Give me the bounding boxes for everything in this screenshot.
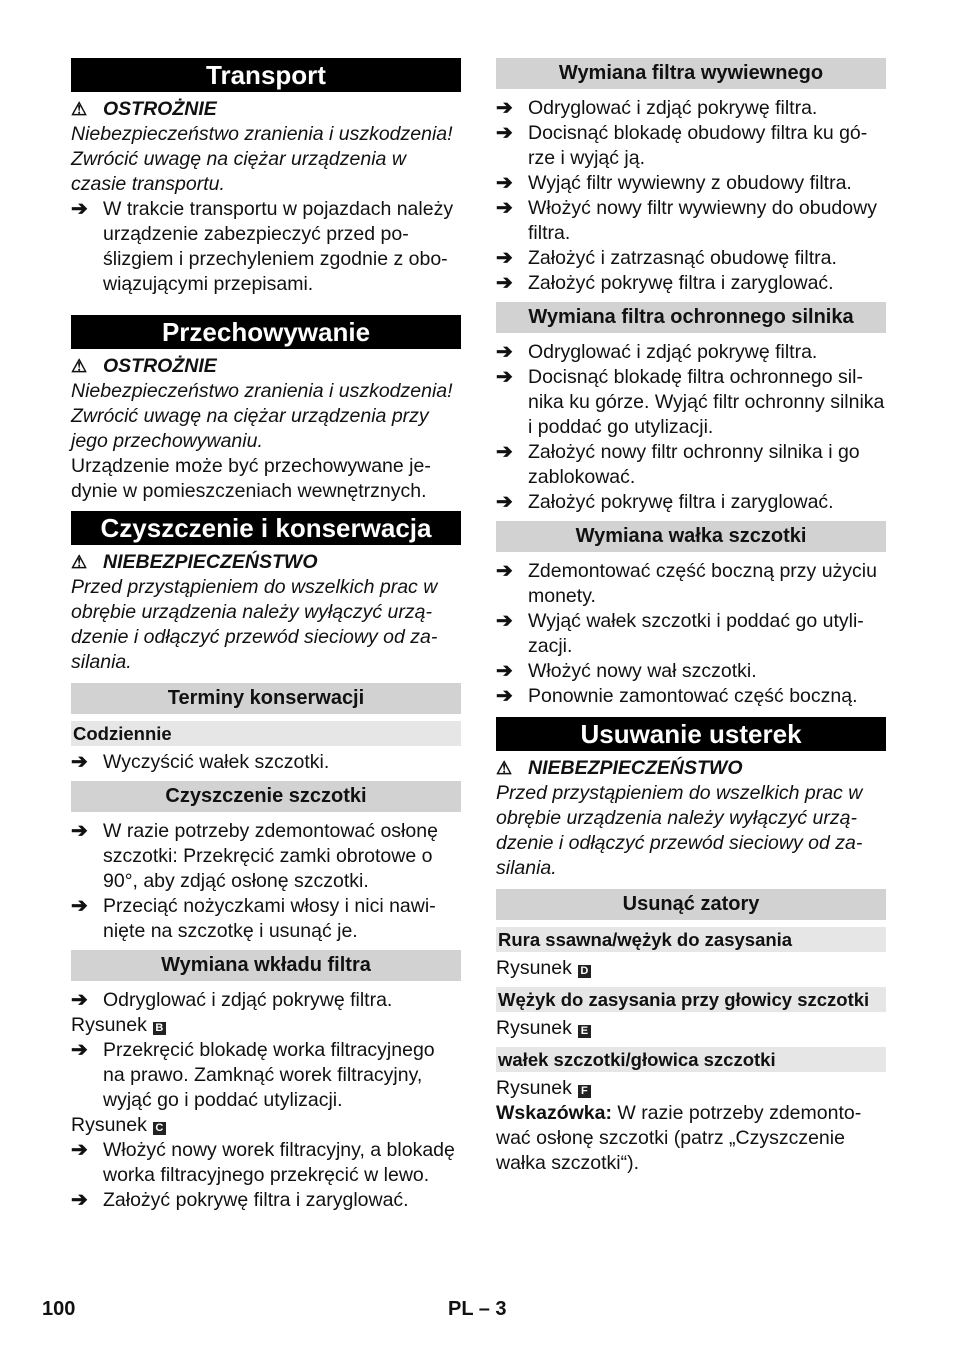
warning-text: Przed przystąpieniem do wszelkich prac w obrębie urządzenia należy wyłączyć urządzenie i odłączyć przewód sieciowy od zasilania. [496, 782, 863, 879]
arrow-icon: ➔ [71, 1139, 88, 1161]
warning-icon: ⚠ [71, 552, 88, 572]
arrow-icon: ➔ [71, 198, 88, 220]
heading-exhaust-filter: Wymiana filtra wywiewnego [496, 58, 886, 89]
page-language-label: PL – 3 [448, 1298, 507, 1320]
list-item [71, 1138, 461, 1188]
arrow-icon: ➔ [496, 172, 513, 194]
arrow-icon: ➔ [496, 122, 513, 144]
arrow-icon: ➔ [496, 491, 513, 513]
list-item [496, 246, 886, 271]
figure-label: Rysunek [496, 1077, 572, 1099]
warning-label-text: NIEBEZPIECZEŃSTWO [528, 757, 743, 779]
list-item-text: Wyjąć filtr wywiewny z obudowy filtra. [528, 172, 852, 194]
figure-label: Rysunek [71, 1114, 147, 1136]
warning-label [71, 354, 461, 379]
arrow-icon: ➔ [71, 751, 88, 773]
list-item [71, 988, 461, 1013]
subheading-suction-hose: Wężyk do zasysania przy głowicy szczotki [496, 987, 886, 1012]
warning-label-text: OSTROŻNIE [103, 98, 217, 120]
list-item-text: Założyć pokrywę filtra i zaryglować. [528, 272, 834, 294]
figure-label: Rysunek [496, 957, 572, 979]
figure-label: Rysunek [71, 1014, 147, 1036]
figure-letter-badge: C [153, 1122, 166, 1135]
list-item-text: Zdemontować część boczną przy użyciu monety. [528, 560, 877, 607]
heading-brush-cleaning: Czyszczenie szczotki [71, 781, 461, 812]
list-item [496, 340, 886, 365]
list-item-text: Odryglować i zdjąć pokrywę filtra. [528, 97, 818, 119]
list-item [496, 96, 886, 121]
list-item-text: Włożyć nowy worek filtracyjny, a blokadę worka filtracyjnego przekręcić w lewo. [103, 1139, 455, 1186]
note [496, 1101, 886, 1176]
arrow-icon: ➔ [496, 685, 513, 707]
list-item-text: Założyć i zatrzasnąć obudowę filtra. [528, 247, 837, 269]
arrow-icon: ➔ [71, 1189, 88, 1211]
list-item [496, 490, 886, 515]
list-item [496, 659, 886, 684]
subheading-daily: Codziennie [71, 721, 461, 746]
list-item-text: Docisnąć blokadę filtra ochronnego silnika ku górze. Wyjąć filtr ochronny silnika i poddać go utylizacji. [528, 366, 885, 438]
note-label: Wskazówka: [496, 1102, 612, 1124]
warning-label [71, 550, 461, 575]
list-item-text: Docisnąć blokadę obudowy filtra ku górze i wyjąć ją. [528, 122, 868, 169]
figure-letter-badge: B [153, 1022, 166, 1035]
page-number: 100 [42, 1298, 76, 1320]
list-item [496, 121, 886, 171]
list-item [496, 440, 886, 490]
warning-icon: ⚠ [71, 99, 88, 119]
list-item [496, 365, 886, 440]
note-text: W razie potrzeby zdemontować osłonę szczotki (patrz „Czyszczenie wałka szczotki“). [496, 1102, 862, 1174]
figure-ref [71, 1013, 461, 1038]
figure-label: Rysunek [496, 1017, 572, 1039]
heading-blockages: Usunąć zatory [496, 889, 886, 920]
list-item [496, 196, 886, 246]
warning-icon: ⚠ [496, 758, 513, 778]
left-column [71, 58, 461, 1213]
heading-cleaning: Czyszczenie i konserwacja [71, 511, 461, 545]
list-item [496, 271, 886, 296]
warning-label [71, 97, 461, 122]
warning-text: Przed przystąpieniem do wszelkich prac w obrębie urządzenia należy wyłączyć urządzenie i odłączyć przewód sieciowy od zasilania. [71, 576, 438, 673]
list-item [71, 1188, 461, 1213]
arrow-icon: ➔ [496, 97, 513, 119]
list-item [71, 197, 461, 297]
list-item-text: Przekręcić blokadę worka filtracyjnego na prawo. Zamknąć worek filtracyjny, wyjąć go i poddać utylizacji. [103, 1039, 435, 1111]
list-item-text: W razie potrzeby zdemontować osłonę szczotki: Przekręcić zamki obrotowe o 90°, aby zdjąć osłonę szczotki. [103, 820, 438, 892]
figure-ref [496, 1076, 886, 1101]
list-item-text: Ponownie zamontować część boczną. [528, 685, 858, 707]
heading-roller: Wymiana wałka szczotki [496, 521, 886, 552]
heading-storage: Przechowywanie [71, 315, 461, 349]
arrow-icon: ➔ [496, 560, 513, 582]
list-item [496, 684, 886, 709]
list-item-text: Założyć pokrywę filtra i zaryglować. [103, 1189, 409, 1211]
warning-text: Niebezpieczeństwo zranienia i uszkodzenia! Zwrócić uwagę na ciężar urządzenia przy jego przechowywaniu. [71, 380, 453, 452]
arrow-icon: ➔ [496, 197, 513, 219]
arrow-icon: ➔ [496, 610, 513, 632]
figure-letter-badge: E [578, 1025, 591, 1038]
list-item-text: Wyjąć wałek szczotki i poddać go utylizacji. [528, 610, 864, 657]
figure-ref [71, 1113, 461, 1138]
warning-label [496, 756, 886, 781]
list-item [71, 819, 461, 894]
list-item [496, 559, 886, 609]
figure-ref [496, 956, 886, 981]
arrow-icon: ➔ [71, 1039, 88, 1061]
arrow-icon: ➔ [496, 660, 513, 682]
list-item-text: Przeciąć nożyczkami włosy i nici nawinięte na szczotkę i usunąć je. [103, 895, 436, 942]
heading-troubleshooting: Usuwanie usterek [496, 717, 886, 751]
warning-icon: ⚠ [71, 356, 88, 376]
list-item [71, 1038, 461, 1113]
heading-maintenance: Terminy konserwacji [71, 683, 461, 714]
heading-motor-filter: Wymiana filtra ochronnego silnika [496, 302, 886, 333]
list-item [71, 894, 461, 944]
list-item-text: Włożyć nowy wał szczotki. [528, 660, 757, 682]
arrow-icon: ➔ [496, 341, 513, 363]
list-item-text: Wyczyścić wałek szczotki. [103, 751, 330, 773]
warning-label-text: NIEBEZPIECZEŃSTWO [103, 551, 318, 573]
list-item-text: Odryglować i zdjąć pokrywę filtra. [528, 341, 818, 363]
list-item [496, 171, 886, 196]
storage-text: Urządzenie może być przechowywane jedynie w pomieszczeniach wewnętrznych. [71, 455, 431, 502]
warning-text: Niebezpieczeństwo zranienia i uszkodzenia! Zwrócić uwagę na ciężar urządzenia w czasie transportu. [71, 123, 453, 195]
figure-letter-badge: F [578, 1085, 591, 1098]
arrow-icon: ➔ [496, 441, 513, 463]
list-item-text: Odryglować i zdjąć pokrywę filtra. [103, 989, 393, 1011]
list-item-text: Założyć pokrywę filtra i zaryglować. [528, 491, 834, 513]
figure-letter-badge: D [578, 965, 591, 978]
list-item-text: W trakcie transportu w pojazdach należy urządzenie zabezpieczyć przed poślizgiem i przechyleniem zgodnie z obowiązującymi przepisami. [103, 198, 454, 295]
list-item [71, 750, 461, 775]
figure-ref [496, 1016, 886, 1041]
list-item-text: Włożyć nowy filtr wywiewny do obudowy filtra. [528, 197, 877, 244]
list-item [496, 609, 886, 659]
subheading-brush-head: wałek szczotki/głowica szczotki [496, 1047, 886, 1072]
arrow-icon: ➔ [496, 247, 513, 269]
arrow-icon: ➔ [71, 989, 88, 1011]
arrow-icon: ➔ [496, 272, 513, 294]
arrow-icon: ➔ [496, 366, 513, 388]
warning-label-text: OSTROŻNIE [103, 355, 217, 377]
list-item-text: Założyć nowy filtr ochronny silnika i go zablokować. [528, 441, 860, 488]
arrow-icon: ➔ [71, 820, 88, 842]
subheading-suction-pipe: Rura ssawna/wężyk do zasysania [496, 927, 886, 952]
arrow-icon: ➔ [71, 895, 88, 917]
heading-transport: Transport [71, 58, 461, 92]
right-column [496, 58, 886, 1176]
heading-filter-insert: Wymiana wkładu filtra [71, 950, 461, 981]
